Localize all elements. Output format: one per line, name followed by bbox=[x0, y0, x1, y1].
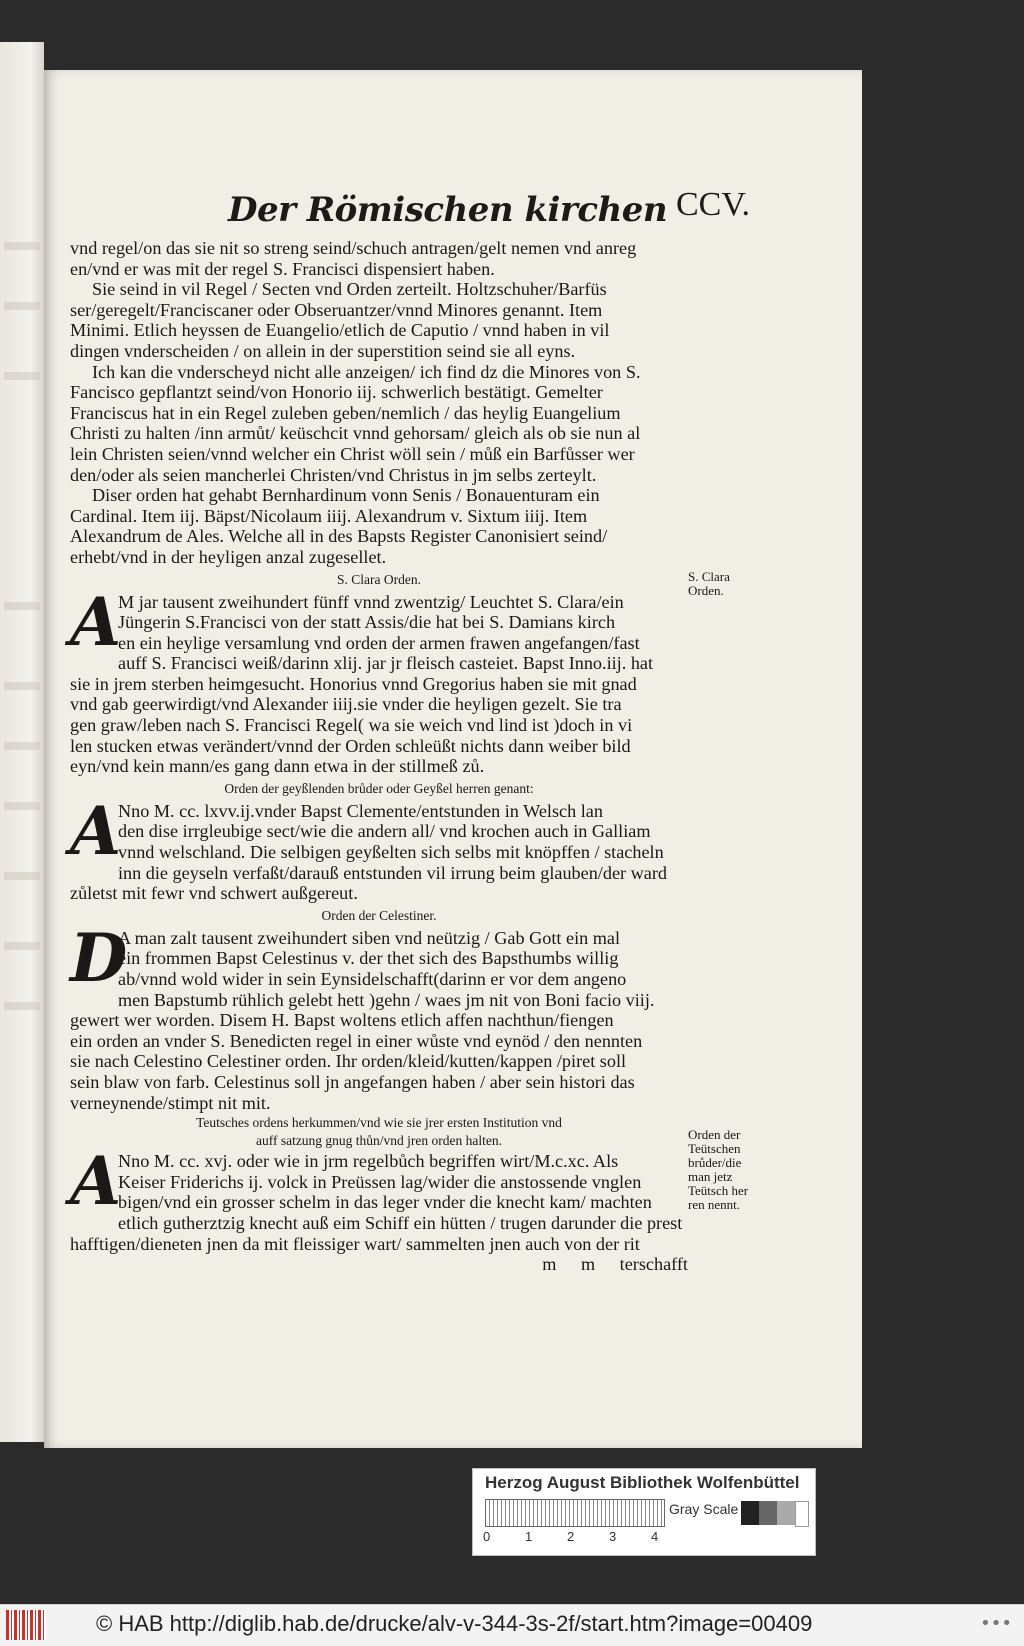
text-line: Jüngerin S.Francisci von der statt Assis/die hat bei S. Damians kirch bbox=[118, 612, 616, 633]
ruler-number: 0 bbox=[483, 1529, 491, 1544]
drop-cap: D bbox=[70, 918, 128, 997]
main-text bbox=[70, 238, 688, 1275]
ruler-number: 2 bbox=[567, 1529, 575, 1544]
gray-swatch bbox=[795, 1501, 809, 1527]
folio-number: CCV. bbox=[675, 186, 750, 223]
paragraph-clara bbox=[70, 582, 688, 777]
drop-cap: A bbox=[70, 582, 122, 661]
section-heading: Teutsches ordens herkummen/vnd wie sie jrer ersten Institution vnd bbox=[196, 1115, 562, 1131]
previous-page-edge bbox=[0, 42, 44, 1442]
section-heading: Orden der Celestiner. bbox=[321, 907, 437, 923]
color-calibration-bar bbox=[472, 1468, 816, 1556]
drop-cap: A bbox=[70, 1142, 122, 1221]
source-url[interactable]: © HAB http://diglib.hab.de/drucke/alv-v-344-3s-2f/start.htm?image=00409 bbox=[96, 1611, 813, 1636]
barcode-icon bbox=[6, 1610, 46, 1640]
paragraph-celestiner bbox=[70, 918, 688, 1113]
text-line: Nno M. cc. lxvv.ij.vnder Bapst Clemente/entstunden in Welsch lan bbox=[118, 800, 603, 821]
text-line: vnd regel/on das sie nit so streng seind/schuch antragen/gelt nemen vnd anreg bbox=[70, 238, 637, 258]
text-line: Cardinal. Item iij. Bäpst/Nicolaum iiij. Alexandrum v. Sixtum iiij. Item bbox=[70, 505, 588, 526]
text-line: ser/geregelt/Franciscaner oder Obseruantzer/vnnd Minores genannt. Item bbox=[70, 299, 603, 320]
text-line: Ich kan die vnderscheyd nicht alle anzeigen/ ich find dz die Minores von S. bbox=[92, 361, 641, 382]
text-line: vnnd welschland. Die selbigen geyßelten sich selbs mit knöpffen / stacheln bbox=[118, 842, 664, 863]
text-line: gen graw/leben nach S. Francisci Regel( wa sie weich vnd lind ist )doch in vi bbox=[70, 715, 633, 736]
ruler-number: 3 bbox=[609, 1529, 617, 1544]
section-heading: S. Clara Orden. bbox=[337, 571, 421, 587]
text-line: Nno M. cc. xvj. oder wie in jrm regelbůch begriffen wirt/M.c.xc. Als bbox=[118, 1151, 619, 1172]
text-line: etlich gutherztzig knecht auß eim Schiff ein hütten / trugen darunder die prest bbox=[118, 1212, 683, 1233]
text-line: men Bapstumb rühlich gelebt hett )gehn / waes jm nit von Boni facio viij. bbox=[118, 989, 655, 1010]
scale-ruler bbox=[485, 1499, 665, 1527]
text-line: hafftigen/dieneten jnen da mit fleissiger wart/ sammelten jnen auch von der rit bbox=[70, 1233, 640, 1254]
text-line: ab/vnnd wold wider in sein Eynsidelschafft(darinn er vor dem angeno bbox=[118, 969, 627, 989]
catchword: m m terschafft bbox=[542, 1254, 688, 1275]
text-line: Sie seind in vil Regel / Secten vnd Orden zerteilt. Holtzschuher/Barfüs bbox=[92, 279, 607, 300]
text-line: vnd gab geerwirdigt/vnd Alexander iiij.sie vnder die heyligen gezelt. Sie tra bbox=[70, 694, 622, 715]
text-line: Alexandrum de Ales. Welche all in des Bapsts Register Canonisiert seind/ bbox=[70, 526, 608, 547]
more-options-icon[interactable]: ••• bbox=[980, 1613, 1012, 1634]
text-line: verneynende/stimpt nit mit. bbox=[70, 1092, 271, 1113]
ruler-number: 4 bbox=[651, 1529, 659, 1544]
text-line: Christi zu halten /inn armůt/ keüschcit vnnd gehorsam/ gleich als ob sie nun al bbox=[70, 423, 641, 444]
text-line: den/oder als seien mancherlei Christen/vnd Christus in jm selbs zerteylt. bbox=[70, 464, 597, 485]
text-line: sie nach Celestino Celestiner orden. Ihr orden/kleid/kutten/kappen /piret soll bbox=[70, 1051, 627, 1072]
text-line: lein Christen seien/vnnd welcher ein Christ wöll sein / můß ein Barfůsser wer bbox=[70, 443, 635, 464]
text-line: dingen vnderscheiden / on allein in der superstition seind sie all eyns. bbox=[70, 340, 576, 361]
text-line: eyn/vnd kein mann/es gang dann etwa in der stillmeß zů. bbox=[70, 756, 485, 777]
gray-swatch bbox=[777, 1501, 795, 1525]
text-line: ein orden an vnder S. Benedicten regel in einer wůste vnd eynöd / den nennten bbox=[70, 1030, 643, 1051]
text-line: sein blaw von farb. Celestinus soll jn angefangen haben / aber sein histori das bbox=[70, 1071, 635, 1092]
drop-cap: A bbox=[70, 791, 122, 870]
paragraph-geyssel bbox=[70, 791, 688, 904]
text-line: ein frommen Bapst Celestinus v. der thet sich des Bapsthumbs willig bbox=[118, 948, 619, 969]
ruler-number: 1 bbox=[525, 1529, 533, 1544]
text-line: Keiser Friderichs ij. volck in Preüssen lag/wider die anstossende vnglen bbox=[118, 1171, 642, 1192]
page-header bbox=[188, 186, 750, 240]
text-line: sie in jrem sterben heimgesucht. Honorius vnnd Gregorius haben sie mit gnad bbox=[70, 673, 637, 694]
text-line: len stucken etwas verändert/vnnd der Orden schleüßt nichts dann weiber bild bbox=[70, 735, 631, 756]
status-bar bbox=[0, 1604, 1024, 1646]
paragraph-teutsch bbox=[70, 1142, 688, 1254]
text-line: auff S. Francisci weiß/darinn xlij. jar jr fleisch casteiet. Bapst Inno.iij. hat bbox=[118, 653, 654, 674]
gray-scale-label: Gray Scale bbox=[669, 1501, 739, 1517]
text-line: Minimi. Etlich heyssen de Euangelio/etlich de Caputio / vnnd haben in vil bbox=[70, 320, 610, 341]
text-line: Franciscus hat in ein Regel zuleben geben/nemlich / das heylig Euangelium bbox=[70, 402, 621, 423]
text-line: M jar tausent zweihundert fünff vnnd zwentzig/ Leuchtet S. Clara/ein bbox=[118, 591, 624, 612]
text-line: A man zalt tausent zweihundert siben vnd neützig / Gab Gott ein mal bbox=[118, 927, 621, 948]
text-line: bigen/vnd ein grosser schelm in das leger vnder die knecht kam/ machten bbox=[118, 1192, 652, 1213]
text-line: gewert wer worden. Disem H. Bapst woltens etlich affen nachthun/fiengen bbox=[70, 1010, 614, 1031]
text-line: inn die geyseln verfaßt/darauß entstunden vil irrung beim glauben/der ward bbox=[118, 862, 667, 883]
text-line: zůletst mit fewr vnd schwert außgereut. bbox=[70, 883, 358, 904]
library-name: Herzog August Bibliothek Wolfenbüttel bbox=[485, 1473, 800, 1492]
gray-swatch bbox=[759, 1501, 777, 1525]
text-line: Diser orden hat gehabt Bernhardinum vonn Senis / Bonauenturam ein bbox=[92, 485, 600, 506]
text-line: en ein heylige versamlung vnd orden der armen frawen angefangen/fast bbox=[118, 632, 640, 653]
text-line: en/vnd er was mit der regel S. Francisci dispensiert haben. bbox=[70, 258, 495, 279]
book-page bbox=[44, 70, 862, 1448]
section-heading: Orden der geyßlenden brůder oder Geyßel herren genant: bbox=[224, 780, 534, 796]
text-line: erhebt/vnd in der heyligen anzal zugesellet. bbox=[70, 546, 387, 567]
marginal-note-clara: S. Clara Orden. bbox=[688, 569, 730, 598]
marginal-note-teutsch: Orden der Teütschen brůder/die man jetz Teütsch her ren nennt. bbox=[688, 1127, 749, 1212]
gray-swatch bbox=[741, 1501, 759, 1525]
text-line: den dise irrgleubige sect/wie die andern all/ vnd krochen auch in Galliam bbox=[118, 821, 651, 842]
running-title: Der Römischen kirchen bbox=[228, 190, 668, 230]
section-heading: auff satzung gnug thůn/vnd jren orden halten. bbox=[255, 1133, 503, 1149]
text-line: Fancisco gepflantzt seind/von Honorio iij. schwerlich bestätigt. Gemelter bbox=[70, 382, 603, 403]
